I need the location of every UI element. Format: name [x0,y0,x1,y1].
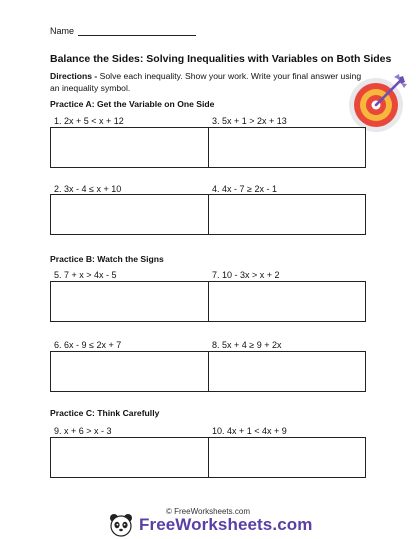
panda-logo-icon [109,513,133,537]
section-label-practice-c: Practice C: Think Carefully [50,408,160,418]
problem-10: 10. 4x + 1 < 4x + 9 [212,426,287,436]
answer-box-2[interactable] [51,195,208,234]
answer-grid-b1 [50,281,366,322]
answer-box-9[interactable] [51,438,208,477]
answer-box-8[interactable] [208,352,366,391]
answer-grid-a2 [50,194,366,235]
problem-9: 9. x + 6 > x - 3 [54,426,112,436]
answer-box-1[interactable] [51,128,208,167]
directions-label: Directions - [50,71,98,81]
section-label-practice-b: Practice B: Watch the Signs [50,254,164,264]
worksheet-title: Balance the Sides: Solving Inequalities with Variables on Both Sides [50,53,392,65]
problem-4: 4. 4x - 7 ≥ 2x - 1 [212,184,277,194]
name-line[interactable] [78,27,196,36]
brand-logo[interactable] [109,513,312,537]
problem-1: 1. 2x + 5 < x + 12 [54,116,124,126]
problem-6: 6. 6x - 9 ≤ 2x + 7 [54,340,122,350]
section-label-practice-a: Practice A: Get the Variable on One Side [50,99,215,109]
answer-box-3[interactable] [208,128,366,167]
problem-3: 3. 5x + 1 > 2x + 13 [212,116,287,126]
answer-grid-c1 [50,437,366,478]
answer-box-6[interactable] [51,352,208,391]
name-field[interactable] [50,26,196,36]
problem-7: 7. 10 - 3x > x + 2 [212,270,280,280]
footer-copyright: © FreeWorksheets.com [166,507,250,516]
answer-box-7[interactable] [208,282,366,321]
directions [50,71,372,94]
answer-box-4[interactable] [208,195,366,234]
answer-grid-a1 [50,127,366,168]
problem-2: 2. 3x - 4 ≤ x + 10 [54,184,122,194]
problem-5: 5. 7 + x > 4x - 5 [54,270,117,280]
problem-8: 8. 5x + 4 ≥ 9 + 2x [212,340,282,350]
name-label: Name [50,26,75,36]
brand-name: FreeWorksheets.com [139,515,313,534]
answer-box-10[interactable] [208,438,366,477]
target-arrow-icon [347,72,409,134]
answer-grid-b2 [50,351,366,392]
directions-text: Solve each inequality. Show your work. Write your final answer using an inequality symbol. [50,71,362,93]
answer-box-5[interactable] [51,282,208,321]
